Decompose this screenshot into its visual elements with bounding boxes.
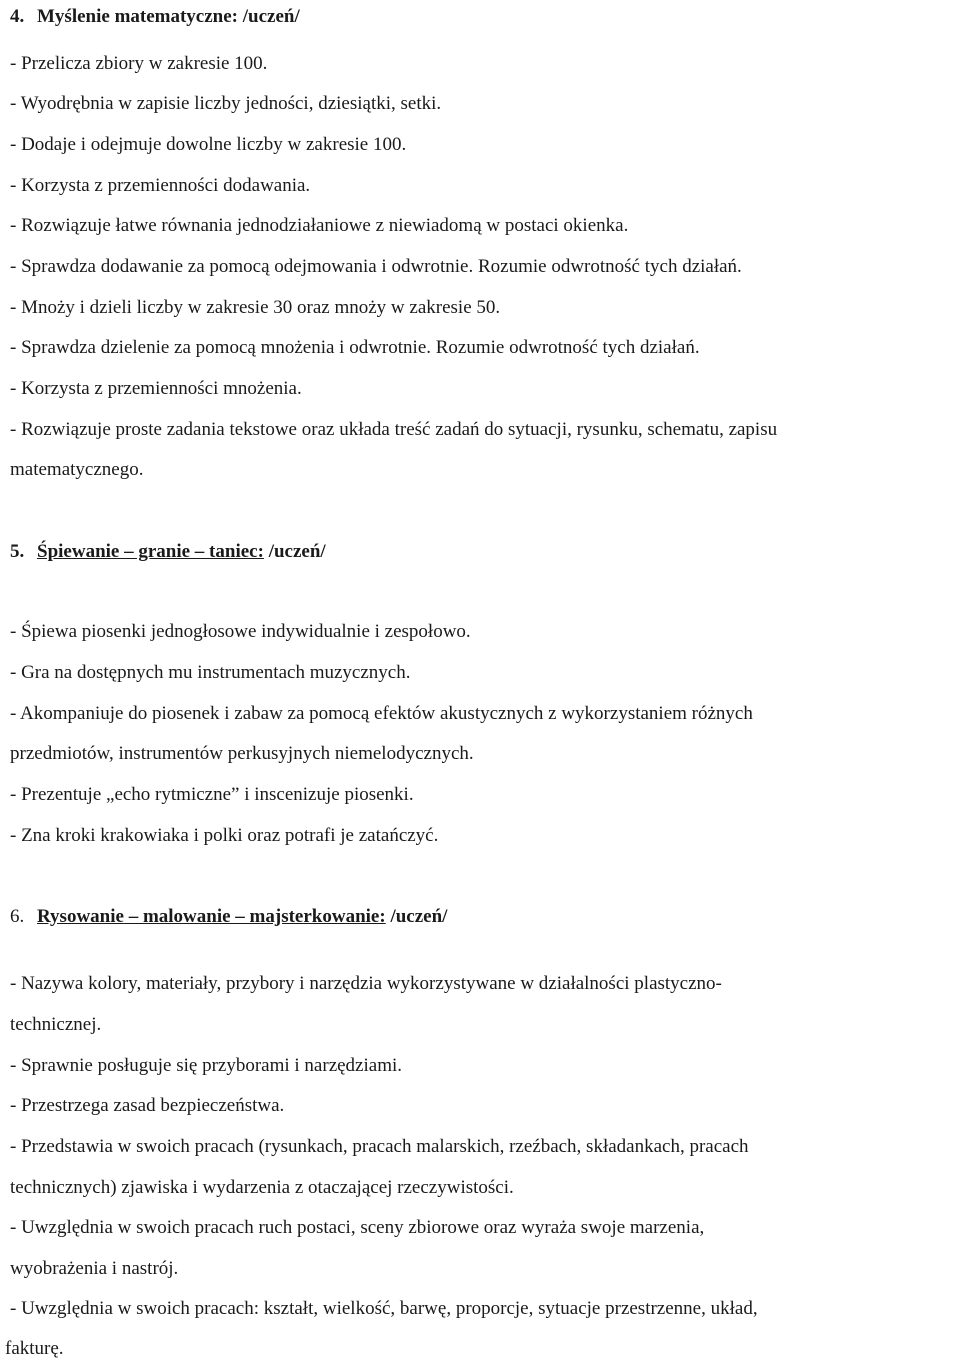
section-4-heading xyxy=(10,5,300,29)
list-item: - Uwzględnia w swoich pracach: kształt, wielkość, barwę, proporcje, sytuacje przestrzenne, układ, xyxy=(10,1298,758,1319)
list-item: - Gra na dostępnych mu instrumentach muzycznych. xyxy=(10,662,411,683)
list-item: - Przelicza zbiory w zakresie 100. xyxy=(10,53,268,74)
section-title: Myślenie matematyczne: /uczeń/ xyxy=(37,6,300,27)
section-title-suffix: /uczeń/ xyxy=(385,906,448,927)
section-title: Śpiewanie – granie – taniec: xyxy=(37,541,264,562)
list-item: fakturę. xyxy=(5,1338,64,1359)
section-title: Rysowanie – malowanie – majsterkowanie: xyxy=(37,906,386,927)
list-item: - Wyodrębnia w zapisie liczby jedności, dziesiątki, setki. xyxy=(10,93,442,114)
section-number: 4. xyxy=(10,6,25,27)
list-item: - Akompaniuje do piosenek i zabaw za pomocą efektów akustycznych z wykorzystaniem różnych xyxy=(10,703,753,724)
list-item: - Dodaje i odejmuje dowolne liczby w zakresie 100. xyxy=(10,134,407,155)
list-item: - Rozwiązuje łatwe równania jednodziałaniowe z niewiadomą w postaci okienka. xyxy=(10,215,629,236)
list-item: - Śpiewa piosenki jednogłosowe indywidualnie i zespołowo. xyxy=(10,621,471,642)
list-item: - Przedstawia w swoich pracach (rysunkach, pracach malarskich, rzeźbach, składankach, pracach xyxy=(10,1136,749,1157)
list-item: - Rozwiązuje proste zadania tekstowe oraz układa treść zadań do sytuacji, rysunku, schematu, zapisu xyxy=(10,419,778,440)
list-item: - Uwzględnia w swoich pracach ruch postaci, sceny zbiorowe oraz wyraża swoje marzenia, xyxy=(10,1217,705,1238)
list-item: - Nazywa kolory, materiały, przybory i narzędzia wykorzystywane w działalności plastyczno- xyxy=(10,973,722,994)
list-item: - Korzysta z przemienności mnożenia. xyxy=(10,378,302,399)
list-item: - Sprawdza dzielenie za pomocą mnożenia i odwrotnie. Rozumie odwrotność tych działań. xyxy=(10,337,700,358)
list-item: - Przestrzega zasad bezpieczeństwa. xyxy=(10,1095,285,1116)
list-item: matematycznego. xyxy=(10,459,144,480)
list-item: - Sprawdza dodawanie za pomocą odejmowania i odwrotnie. Rozumie odwrotność tych działań. xyxy=(10,256,742,277)
list-item: - Korzysta z przemienności dodawania. xyxy=(10,175,311,196)
section-5-heading xyxy=(10,540,326,564)
list-item: wyobrażenia i nastrój. xyxy=(10,1258,179,1279)
list-item: - Prezentuje „echo rytmiczne” i inscenizuje piosenki. xyxy=(10,784,414,805)
list-item: - Zna kroki krakowiaka i polki oraz potrafi je zatańczyć. xyxy=(10,825,439,846)
list-item: przedmiotów, instrumentów perkusyjnych niemelodycznych. xyxy=(10,743,474,764)
section-number: 5. xyxy=(10,541,25,562)
list-item: technicznych) zjawiska i wydarzenia z otaczającej rzeczywistości. xyxy=(10,1177,514,1198)
list-item: - Sprawnie posługuje się przyborami i narzędziami. xyxy=(10,1055,403,1076)
section-6-heading xyxy=(10,905,447,929)
section-title-suffix: /uczeń/ xyxy=(263,541,326,562)
list-item: technicznej. xyxy=(10,1014,102,1035)
section-number: 6. xyxy=(10,906,25,927)
list-item: - Mnoży i dzieli liczby w zakresie 30 oraz mnoży w zakresie 50. xyxy=(10,297,501,318)
